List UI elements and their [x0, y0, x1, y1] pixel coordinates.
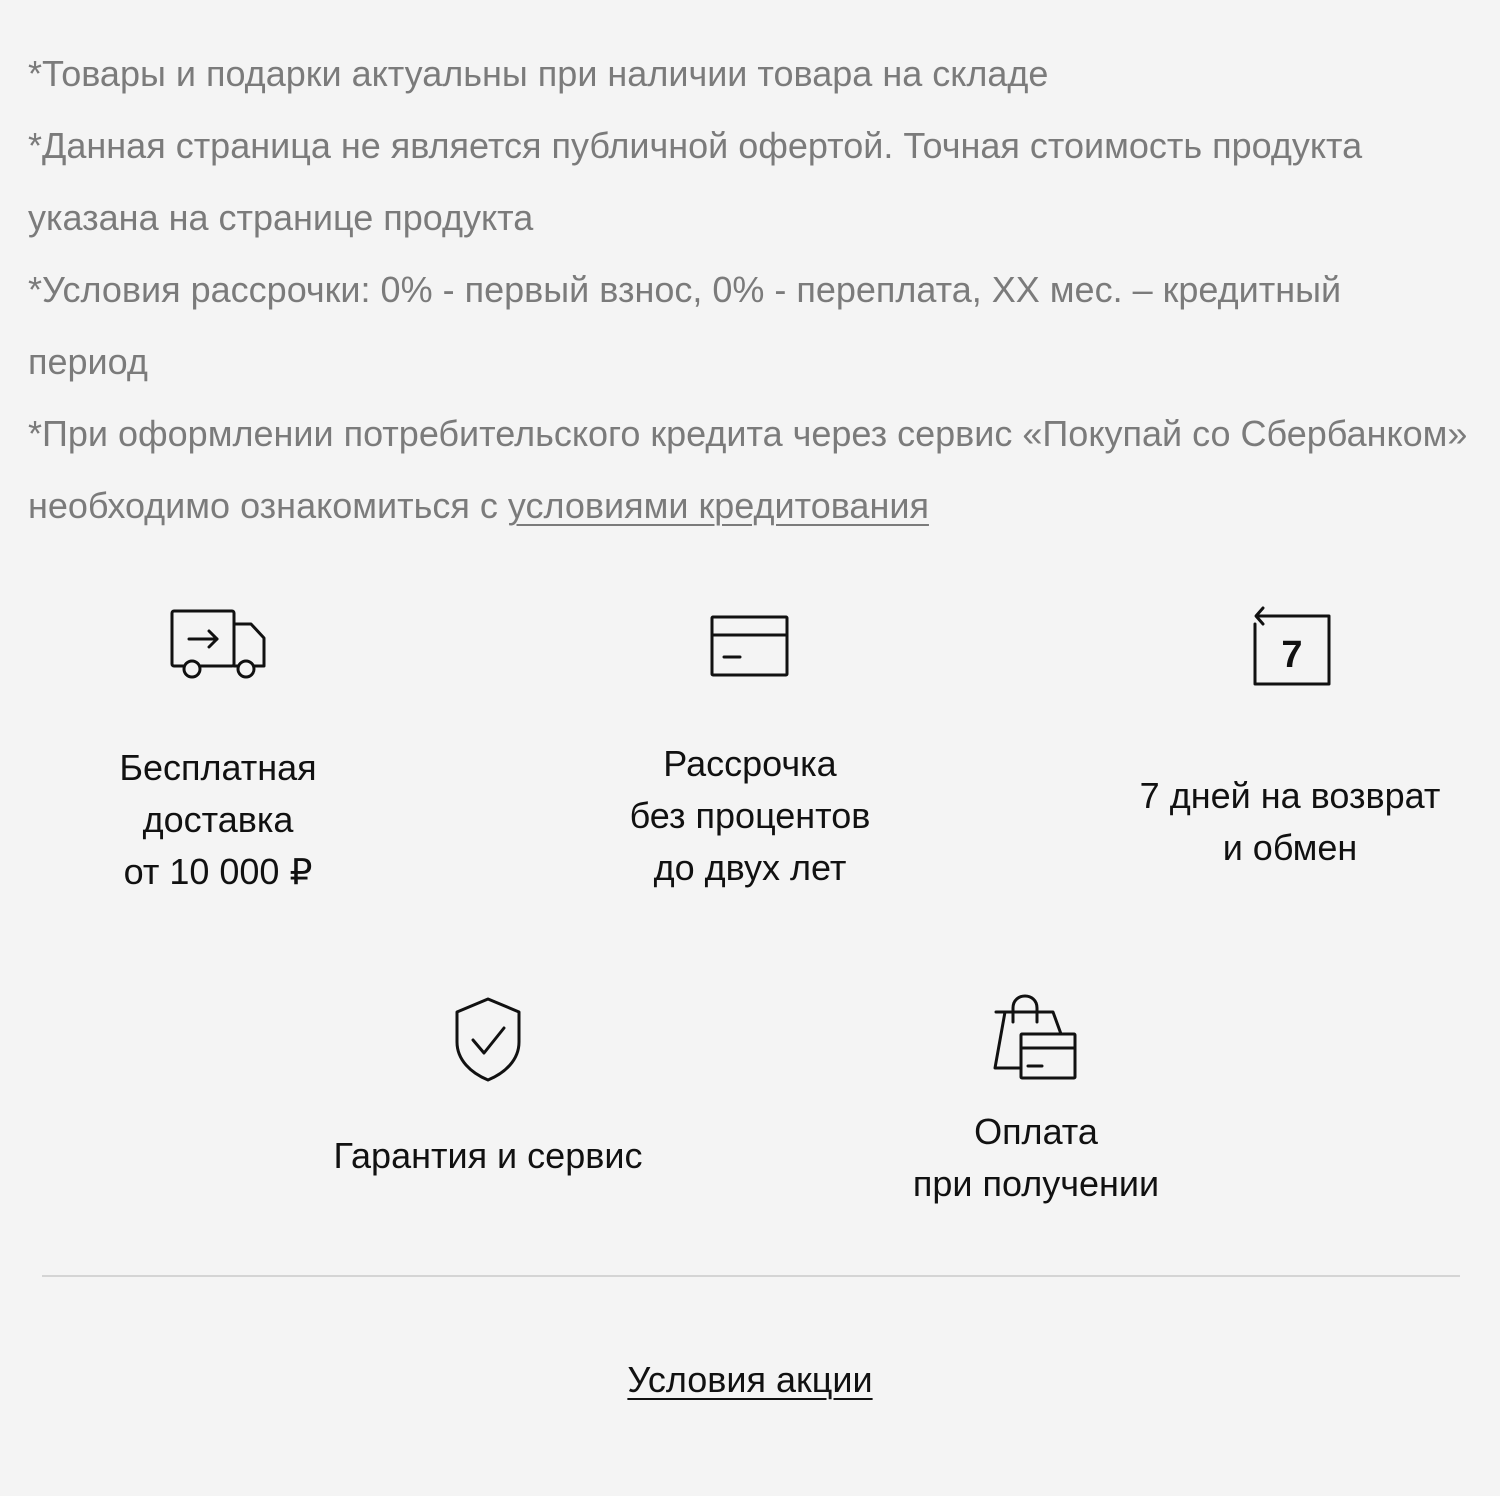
note-credit — [28, 398, 1468, 542]
feature-warranty — [288, 996, 688, 1182]
note-credit-text: *При оформлении потребительского кредита через сервис «Покупай со Сбербанком» необходимо ознакомиться с — [28, 413, 1468, 526]
disclaimer-notes — [28, 38, 1468, 542]
credit-terms-link[interactable]: условиями кредитования — [507, 485, 929, 526]
feature-free-delivery — [68, 606, 368, 898]
promo-terms-link[interactable]: Условия акции — [627, 1359, 873, 1400]
delivery-truck-icon — [169, 606, 267, 682]
feature-installment — [600, 614, 900, 894]
feature-returns — [1100, 604, 1480, 874]
feature-label: Рассрочка без процентов до двух лет — [629, 743, 871, 888]
feature-pay-on-delivery — [836, 994, 1236, 1210]
note-offer: *Данная страница не является публичной офертой. Точная стоимость продукта указана на странице продукта — [28, 125, 1363, 238]
feature-label: Оплата при получении — [912, 1111, 1160, 1204]
feature-label: Бесплатная доставка от 10 000 ₽ — [119, 747, 317, 892]
credit-card-icon — [710, 614, 790, 678]
note-installment: *Условия рассрочки: 0% - первый взнос, 0% - переплата, XX мес. – кредитный период — [28, 269, 1342, 382]
section-divider — [42, 1275, 1460, 1277]
calendar-day-number: 7 — [1281, 634, 1303, 676]
note-stock: *Товары и подарки актуальны при наличии товара на складе — [28, 53, 1049, 94]
feature-label: 7 дней на возврат и обмен — [1139, 775, 1441, 868]
promo-terms — [0, 1354, 1500, 1406]
shield-check-icon — [453, 996, 523, 1084]
shopping-bag-card-icon — [991, 994, 1081, 1082]
feature-label: Гарантия и сервис — [333, 1135, 643, 1176]
calendar-return-icon — [1247, 604, 1333, 688]
